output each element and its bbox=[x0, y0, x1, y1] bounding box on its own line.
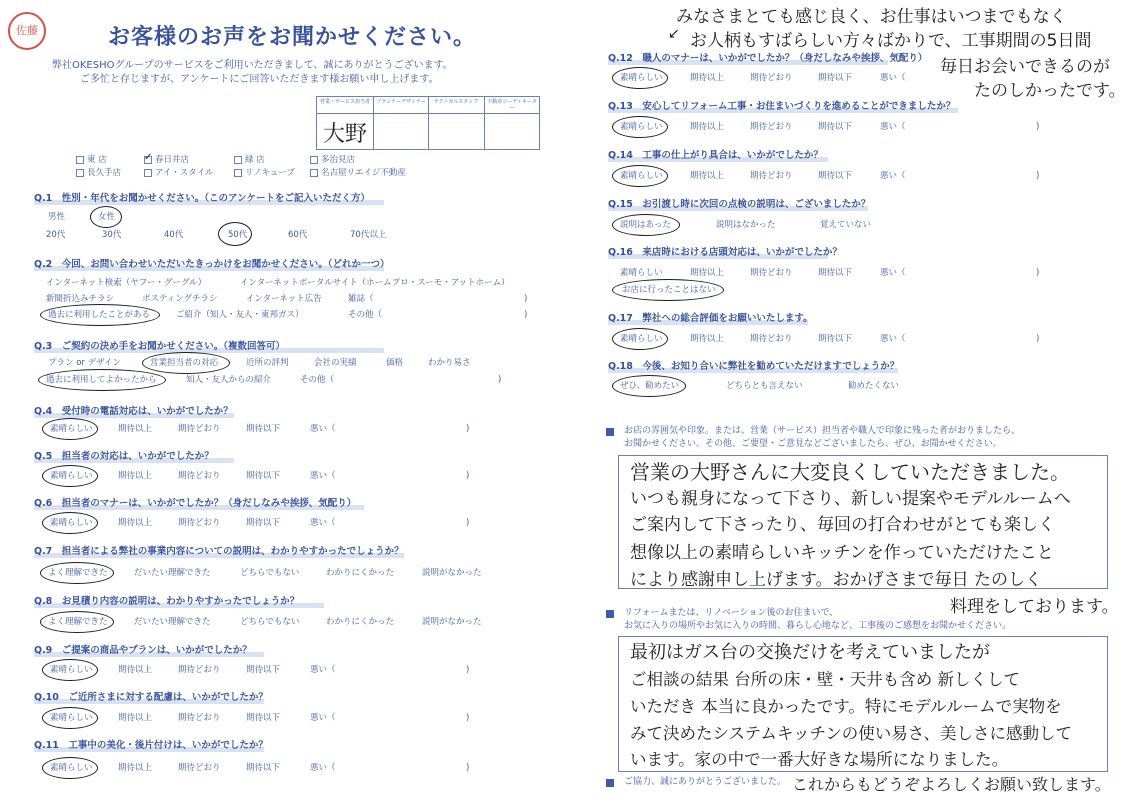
q16-above[interactable]: 期待以上 bbox=[690, 268, 725, 278]
comment2-prompt-2: お気に入りの場所やお気に入りの時間、暮らし心地など、工事後のご感想をお聞かせください。 bbox=[624, 621, 1012, 631]
comment1-line-3: ご案内して下さったり、毎回の打合わせがとても楽しく bbox=[630, 515, 1055, 535]
q9-excellent-circle bbox=[42, 659, 98, 681]
store-nagoya-reage[interactable]: 名古屋リエイジ不動産 bbox=[310, 168, 406, 179]
q18-label: Q.18 今後、お知り合いに弊社を勧めていただけますでしょうか？ bbox=[608, 361, 900, 372]
q4-excellent-circle bbox=[42, 418, 98, 440]
comment2-line-3: いただき 本当に良かったです。特にモデルルームで実物を bbox=[630, 697, 1062, 716]
q17-below[interactable]: 期待以下 bbox=[818, 334, 853, 344]
q3-opt-friend[interactable]: 知人・友人からの紹介 bbox=[186, 375, 272, 385]
q3-label: Q.3 ご契約の決め手をお聞かせください。（複数回答可） bbox=[34, 341, 286, 352]
q6-label: Q.6 担当者のマナーは、いかがでしたか？（身だしなみや挨拶、気配り） bbox=[34, 498, 357, 509]
q9-excellent[interactable]: 素晴らしい bbox=[50, 665, 93, 675]
q2-past-use-circle bbox=[40, 304, 160, 326]
q16-bad[interactable]: 悪い（ bbox=[880, 268, 906, 278]
q17-above[interactable]: 期待以上 bbox=[690, 334, 725, 344]
comment2-prompt-1: リフォームまたは、リノベーション後のお住まいで、 bbox=[624, 608, 839, 618]
q16-never-visited-circle bbox=[612, 279, 724, 301]
q12-excellent-circle bbox=[612, 67, 668, 89]
q1-male[interactable]: 男性 bbox=[48, 212, 66, 222]
q8-opt-1-circle bbox=[40, 611, 114, 633]
q6-below[interactable]: 期待以下 bbox=[246, 518, 281, 528]
q5-label: Q.5 担当者の対応は、いかがでしたか？ bbox=[34, 451, 214, 462]
comment1-line-5: により感謝申し上げます。おかげさまで毎日 たのしく bbox=[630, 570, 1043, 590]
q7-label: Q.7 担当者による弊社の事業内容についての説明は、わかりやすかったでしょうか？ bbox=[34, 546, 404, 557]
q5-asexpected[interactable]: 期待どおり bbox=[178, 471, 221, 481]
q11-excellent-circle bbox=[42, 757, 98, 779]
q1-age-20[interactable]: 20代 bbox=[46, 230, 66, 240]
q3-opt-track-record[interactable]: 会社の実績 bbox=[314, 358, 357, 368]
q10-bad-close: ) bbox=[466, 713, 470, 723]
q7-opt-4[interactable]: わかりにくかった bbox=[326, 568, 395, 578]
q2-opt-portal[interactable]: インターネットポータルサイト（ホームプロ・スーモ・アットホーム） bbox=[240, 278, 510, 288]
top-note-line-4: たのしかったです。 bbox=[974, 81, 1126, 101]
top-note-line-3: 毎日お会いできるのが bbox=[940, 57, 1110, 77]
q6-asexpected[interactable]: 期待どおり bbox=[178, 518, 221, 528]
q9-asexpected[interactable]: 期待どおり bbox=[178, 665, 221, 675]
q1-age-50-circle bbox=[218, 222, 252, 246]
q5-excellent[interactable]: 素晴らしい bbox=[50, 471, 93, 481]
q6-excellent-circle bbox=[42, 512, 98, 534]
q13-bad-close: ) bbox=[1036, 122, 1040, 132]
q17-excellent-circle bbox=[612, 328, 668, 350]
q1-age-40[interactable]: 40代 bbox=[164, 230, 184, 240]
footer-thanks: ご協力、誠にありがとうございました。 bbox=[624, 777, 787, 787]
q1-age-30[interactable]: 30代 bbox=[102, 230, 122, 240]
q2-opt-posting[interactable]: ポスティングチラシ bbox=[142, 294, 218, 304]
q11-excellent[interactable]: 素晴らしい bbox=[50, 763, 93, 773]
comment1-prompt-1: お店の雰囲気や印象。または、営業（サービス）担当者や職人で印象に残った者がおりましたら、 bbox=[624, 426, 1021, 436]
q4-excellent[interactable]: 素晴らしい bbox=[50, 424, 93, 434]
q5-excellent-circle bbox=[42, 465, 98, 487]
staff-header-technical: テクニカルスタッフ bbox=[433, 99, 479, 105]
q8-opt-3[interactable]: どちらでもない bbox=[240, 617, 300, 627]
q16-excellent[interactable]: 素晴らしい bbox=[620, 268, 663, 278]
store-higashi[interactable]: 東 店 bbox=[76, 155, 107, 166]
q18-opt-2[interactable]: どちらとも言えない bbox=[726, 381, 803, 391]
q1-female-circle bbox=[90, 206, 122, 228]
q4-below[interactable]: 期待以下 bbox=[246, 424, 281, 434]
q4-bad[interactable]: 悪い（ bbox=[310, 424, 336, 434]
q9-bad[interactable]: 悪い（ bbox=[310, 665, 336, 675]
top-note-line-2: お人柄もすばらしい方々ばかりで、工事期間の5日間 bbox=[690, 31, 1092, 51]
q11-below[interactable]: 期待以下 bbox=[246, 763, 281, 773]
q8-label: Q.8 お見積り内容の説明は、わかりやすかったでしょうか？ bbox=[34, 596, 300, 607]
q12-asexpected[interactable]: 期待どおり bbox=[750, 73, 793, 83]
q2-label: Q.2 今回、お問い合わせいただいたきっかけをお聞かせください。（どれか一つ） bbox=[34, 259, 390, 270]
q5-above[interactable]: 期待以上 bbox=[118, 471, 153, 481]
store-tajimi[interactable]: 多治見店 bbox=[310, 155, 355, 166]
comment1-line-4: 想像以上の素晴らしいキッチンを作っていただけたこと bbox=[630, 543, 1054, 563]
comment2-line-5: います。家の中で一番大好きな場所になりました。 bbox=[630, 750, 1009, 769]
q7-opt-1-circle bbox=[40, 562, 114, 584]
q15-opt-2[interactable]: 説明はなかった bbox=[716, 220, 776, 230]
q10-bad[interactable]: 悪い（ bbox=[310, 713, 336, 723]
q6-bad[interactable]: 悪い（ bbox=[310, 518, 336, 528]
q18-opt-1-circle bbox=[612, 375, 686, 397]
q10-label: Q.10 ご近所さまに対する配慮は、いかがでしたか？ bbox=[34, 692, 268, 703]
comment1-line-1: 営業の大野さんに大変良くしていただきました。 bbox=[630, 460, 1070, 484]
q1-label: Q.1 性別・年代をお聞かせください。（このアンケートをご記入いただく方） bbox=[34, 193, 370, 204]
comment1-line-6: 料理をしております。 bbox=[950, 597, 1119, 617]
store-midori[interactable]: 緑 店 bbox=[234, 155, 265, 166]
q16-never-visited[interactable]: お店に行ったことはない bbox=[622, 285, 716, 295]
q1-age-50[interactable]: 50代 bbox=[228, 230, 248, 240]
q15-opt-3[interactable]: 覚えていない bbox=[820, 220, 872, 230]
footer-square bbox=[606, 779, 614, 787]
q17-label: Q.17 弊社への総合評価をお願いいたします。 bbox=[608, 313, 813, 324]
q14-bad[interactable]: 悪い（ bbox=[880, 171, 906, 181]
top-note-arrow: ↙ bbox=[668, 26, 680, 42]
store-kasugai[interactable]: ✓ 春日井店 bbox=[144, 151, 190, 165]
q13-above[interactable]: 期待以上 bbox=[690, 122, 725, 132]
q14-bad-close: ) bbox=[1036, 171, 1040, 181]
footer-handwritten: これからもどうぞよろしくお願い致します。 bbox=[792, 775, 1111, 794]
store-nagakute[interactable]: 長久手店 bbox=[76, 168, 121, 179]
q3-other-close: ) bbox=[498, 375, 502, 385]
q9-above[interactable]: 期待以上 bbox=[118, 665, 153, 675]
q3-opt-plan[interactable]: プラン or デザイン bbox=[48, 358, 122, 368]
q13-excellent-circle bbox=[612, 116, 668, 138]
stamp-text: 佐藤 bbox=[16, 24, 38, 37]
q6-above[interactable]: 期待以上 bbox=[118, 518, 153, 528]
q14-excellent-circle bbox=[612, 165, 668, 187]
q7-opt-5[interactable]: 説明がなかった bbox=[422, 568, 482, 578]
comment1-prompt-2: お聞かせください。その他、ご要望・ご意見などございましたら、ぜひ、お聞かせください。 bbox=[624, 439, 1002, 449]
q3-opt-clarity[interactable]: わかり易さ bbox=[428, 358, 471, 368]
q15-opt-1[interactable]: 説明はあった bbox=[620, 220, 671, 230]
q16-below[interactable]: 期待以下 bbox=[818, 268, 853, 278]
q4-label: Q.4 受付時の電話対応は、いかがでしたか？ bbox=[34, 406, 233, 417]
q14-excellent[interactable]: 素晴らしい bbox=[620, 171, 663, 181]
comment2-line-1: 最初はガス台の交換だけを考えていましたが bbox=[630, 642, 990, 663]
comment1-line-2: いつも親身になって下さり、新しい提案やモデルルームへ bbox=[630, 489, 1071, 509]
q10-below[interactable]: 期待以下 bbox=[246, 713, 281, 723]
q8-opt-1[interactable]: よく理解できた bbox=[48, 617, 108, 627]
q16-bad-close: ) bbox=[1036, 268, 1040, 278]
comment1-square bbox=[606, 428, 614, 436]
q17-asexpected[interactable]: 期待どおり bbox=[750, 334, 793, 344]
comment2-line-4: みて決めたシステムキッチンの使い易さ、美しさに感動して bbox=[630, 724, 1073, 743]
q10-excellent[interactable]: 素晴らしい bbox=[50, 713, 93, 723]
q10-above[interactable]: 期待以上 bbox=[118, 713, 153, 723]
q2-other-close: ) bbox=[524, 310, 528, 320]
q6-bad-close: ) bbox=[466, 518, 470, 528]
intro-line-1: 弊社OKESHOグループのサービスをご利用いただきまして、誠にありがとうございます。 bbox=[52, 60, 453, 71]
q8-opt-2[interactable]: だいたい理解できた bbox=[134, 617, 211, 627]
q13-below[interactable]: 期待以下 bbox=[818, 122, 853, 132]
q2-magazine-close: ) bbox=[524, 294, 528, 304]
q2-opt-magazine[interactable]: 雑誌（ bbox=[348, 294, 374, 304]
q13-asexpected[interactable]: 期待どおり bbox=[750, 122, 793, 132]
staff-header-realestate: 不動産コーディネーター bbox=[487, 99, 537, 111]
page-title: お客様のお声をお聞かせください。 bbox=[108, 25, 477, 50]
q2-opt-referral[interactable]: ご紹介（知人・友人・東邦ガス） bbox=[176, 310, 304, 320]
q2-opt-other[interactable]: その他（ bbox=[348, 310, 383, 320]
q18-opt-3[interactable]: 勧めたくない bbox=[848, 381, 900, 391]
q15-label: Q.15 お引渡し時に次回の点検の説明は、ございましたか？ bbox=[608, 199, 871, 210]
q9-below[interactable]: 期待以下 bbox=[246, 665, 281, 675]
q17-bad-close: ) bbox=[1036, 334, 1040, 344]
q12-bad[interactable]: 悪い（ bbox=[880, 73, 906, 83]
q2-opt-flyer[interactable]: 新聞折込みチラシ bbox=[46, 294, 115, 304]
store-renocube[interactable]: リノキューブ bbox=[234, 168, 295, 179]
q12-above[interactable]: 期待以上 bbox=[690, 73, 725, 83]
q17-excellent[interactable]: 素晴らしい bbox=[620, 334, 663, 344]
comment2-line-2: ご相談の結果 台所の床・壁・天井も含め 新しくして bbox=[630, 670, 1020, 689]
q4-bad-close: ) bbox=[466, 424, 470, 434]
q10-excellent-circle bbox=[42, 707, 98, 729]
q11-bad[interactable]: 悪い（ bbox=[310, 763, 336, 773]
q3-opt-other[interactable]: その他（ bbox=[300, 375, 335, 385]
intro-line-2: ご多忙と存じますが、アンケートにご回答いただきます様お願い申し上げます。 bbox=[80, 74, 439, 85]
q3-sales-staff-circle bbox=[142, 352, 230, 374]
q18-opt-1[interactable]: ぜひ、勧めたい bbox=[620, 381, 680, 391]
q5-below[interactable]: 期待以下 bbox=[246, 471, 281, 481]
q7-opt-3[interactable]: どちらでもない bbox=[240, 568, 300, 578]
comment2-square bbox=[606, 610, 614, 618]
q11-asexpected[interactable]: 期待どおり bbox=[178, 763, 221, 773]
q16-asexpected[interactable]: 期待どおり bbox=[750, 268, 793, 278]
q3-opt-past-good[interactable]: 過去に利用してよかったから bbox=[46, 375, 157, 385]
q9-bad-close: ) bbox=[466, 665, 470, 675]
q13-bad[interactable]: 悪い（ bbox=[880, 122, 906, 132]
q6-excellent[interactable]: 素晴らしい bbox=[50, 518, 93, 528]
q1-female[interactable]: 女性 bbox=[98, 212, 116, 222]
q8-opt-4[interactable]: わかりにくかった bbox=[326, 617, 395, 627]
q3-opt-reputation[interactable]: 近所の評判 bbox=[246, 358, 289, 368]
q3-opt-sales-staff[interactable]: 営業担当者の対応 bbox=[150, 358, 219, 368]
q12-below[interactable]: 期待以下 bbox=[818, 73, 853, 83]
q13-label: Q.13 安心してリフォーム工事・お住まいづくりを進めることができましたか？ bbox=[608, 101, 956, 112]
q2-opt-past-use[interactable]: 過去に利用したことがある bbox=[48, 310, 151, 320]
q7-opt-2[interactable]: だいたい理解できた bbox=[134, 568, 211, 578]
q17-bad[interactable]: 悪い（ bbox=[880, 334, 906, 344]
top-note-line-1: みなさまとても感じ良く、お仕事はいつまでもなく bbox=[676, 7, 1067, 27]
q3-past-good-circle bbox=[38, 369, 166, 391]
q14-above[interactable]: 期待以上 bbox=[690, 171, 725, 181]
q2-opt-search[interactable]: インターネット検索（ヤフー・グーグル） bbox=[46, 278, 207, 288]
staff-header-planner: プランナーデザイナー bbox=[376, 99, 426, 105]
q11-label: Q.11 工事中の美化・後片付けは、いかがでしたか？ bbox=[34, 740, 268, 751]
staff-header-sales: 営業・サービス担当者 bbox=[319, 99, 370, 105]
q1-age-70[interactable]: 70代以上 bbox=[350, 230, 387, 240]
q14-label: Q.14 工事の仕上がり具合は、いかがでしたか？ bbox=[608, 150, 823, 161]
q1-age-60[interactable]: 60代 bbox=[288, 230, 308, 240]
q3-opt-price[interactable]: 価格 bbox=[386, 358, 404, 368]
staff-value-sales: 大野 bbox=[323, 122, 368, 147]
q4-asexpected[interactable]: 期待どおり bbox=[178, 424, 221, 434]
q14-asexpected[interactable]: 期待どおり bbox=[750, 171, 793, 181]
q2-opt-netad[interactable]: インターネット広告 bbox=[246, 294, 322, 304]
q13-excellent[interactable]: 素晴らしい bbox=[620, 122, 663, 132]
q14-below[interactable]: 期待以下 bbox=[818, 171, 853, 181]
q7-opt-1[interactable]: よく理解できた bbox=[48, 568, 108, 578]
q4-above[interactable]: 期待以上 bbox=[118, 424, 153, 434]
q15-opt-1-circle bbox=[612, 214, 680, 236]
q8-opt-5[interactable]: 説明がなかった bbox=[422, 617, 482, 627]
q11-above[interactable]: 期待以上 bbox=[118, 763, 153, 773]
q12-label: Q.12 職人のマナーは、いかがでしたか？（身だしなみや挨拶、気配り） bbox=[608, 53, 928, 64]
staff-table bbox=[316, 96, 540, 150]
q16-label: Q.16 来店時における店頭対応は、いかがでしたか？ bbox=[608, 247, 842, 258]
q9-label: Q.9 ご提案の商品やプランは、いかがでしたか？ bbox=[34, 645, 252, 656]
q10-asexpected[interactable]: 期待どおり bbox=[178, 713, 221, 723]
q5-bad[interactable]: 悪い（ bbox=[310, 471, 336, 481]
q12-excellent[interactable]: 素晴らしい bbox=[620, 73, 663, 83]
store-istyle[interactable]: アイ・スタイル bbox=[144, 168, 214, 179]
q11-bad-close: ) bbox=[466, 763, 470, 773]
q5-bad-close: ) bbox=[466, 471, 470, 481]
stamp bbox=[8, 12, 46, 50]
